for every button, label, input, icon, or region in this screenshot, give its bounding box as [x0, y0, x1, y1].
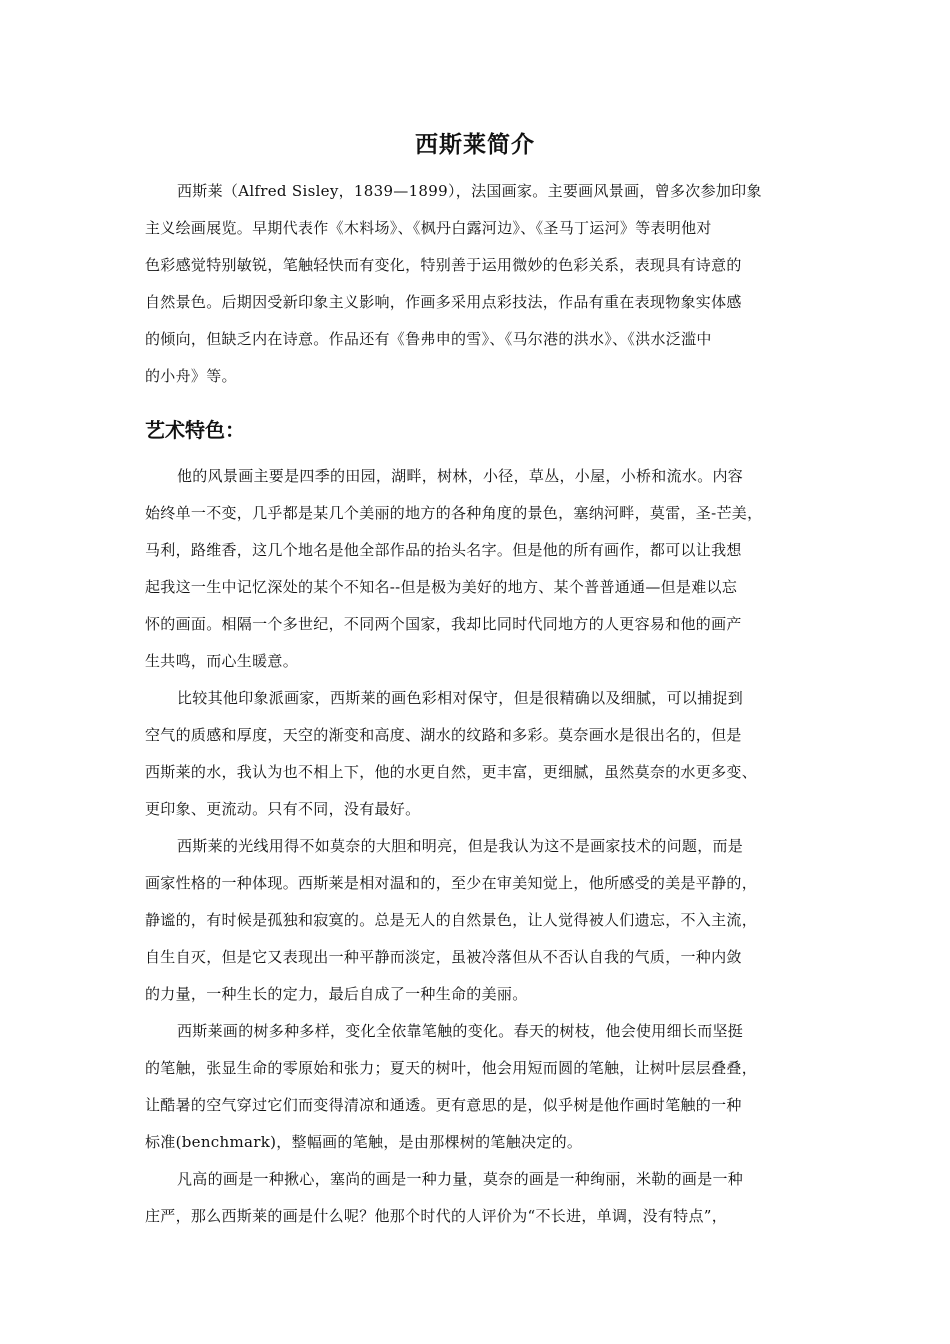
paragraph-line: 起我这一生中记忆深处的某个不知名--但是极为美好的地方、某个普普通通—但是难以忘 — [145, 578, 738, 596]
paragraph-line: 他的风景画主要是四季的田园，湖畔，树林，小径，草丛，小屋，小桥和流水。内容 — [177, 467, 744, 485]
paragraph-line: 怀的画面。相隔一个多世纪，不同两个国家，我却比同时代同地方的人更容易和他的画产 — [145, 615, 742, 633]
paragraph-line: 画家性格的一种体现。西斯莱是相对温和的，至少在审美知觉上，他所感受的美是平静的， — [145, 874, 758, 892]
paragraph-line: 西斯莱的水，我认为也不相上下，他的水更自然，更丰富，更细腻，虽然莫奈的水更多变、 — [145, 763, 758, 781]
paragraph-line: 让酷暑的空气穿过它们而变得清凉和通透。更有意思的是，似乎树是他作画时笔触的一种 — [145, 1096, 742, 1114]
paragraph-line: 空气的质感和厚度，天空的渐变和高度、湖水的纹路和多彩。莫奈画水是很出名的，但是 — [145, 726, 742, 744]
paragraph-line: 比较其他印象派画家，西斯莱的画色彩相对保守，但是很精确以及细腻，可以捕捉到 — [177, 689, 744, 707]
paragraph-line: 马利，路维香，这几个地名是他全部作品的抬头名字。但是他的所有画作，都可以让我想 — [145, 541, 742, 559]
intro-line: 色彩感觉特别敏锐，笔触轻快而有变化，特别善于运用微妙的色彩关系，表现具有诗意的 — [145, 256, 742, 274]
paragraph-line: 西斯莱的光线用得不如莫奈的大胆和明亮，但是我认为这不是画家技术的问题，而是 — [177, 837, 744, 855]
intro-line: 的倾向，但缺乏内在诗意。作品还有《鲁弗申的雪》、《马尔港的洪水》、《洪水泛滥中 — [145, 330, 712, 348]
paragraph-line: 凡高的画是一种揪心，塞尚的画是一种力量，莫奈的画是一种绚丽，米勒的画是一种 — [177, 1170, 744, 1188]
intro-line: 西斯莱（Alfred Sisley，1839—1899），法国画家。主要画风景画，曾多次参加印象 — [177, 182, 762, 200]
page-title: 西斯莱简介 — [415, 132, 535, 158]
paragraph-line: 始终单一不变，几乎都是某几个美丽的地方的各种角度的景色，塞纳河畔，莫雷，圣-芒美， — [145, 504, 763, 522]
intro-line: 自然景色。后期因受新印象主义影响，作画多采用点彩技法，作品有重在表现物象实体感 — [145, 293, 742, 311]
paragraph-line: 的笔触，张显生命的零原始和张力；夏天的树叶，他会用短而圆的笔触，让树叶层层叠叠， — [145, 1059, 758, 1077]
paragraph-line: 西斯莱画的树多种多样，变化全依靠笔触的变化。春天的树枝，他会使用细长而坚挺 — [177, 1022, 744, 1040]
paragraph-line: 标准(benchmark)，整幅画的笔触，是由那棵树的笔触决定的。 — [145, 1133, 583, 1151]
paragraph-line: 生共鸣，而心生暖意。 — [145, 652, 299, 670]
intro-line: 主义绘画展览。早期代表作《木料场》、《枫丹白露河边》、《圣马丁运河》等表明他对 — [145, 219, 712, 237]
paragraph-line: 静谧的，有时候是孤独和寂寞的。总是无人的自然景色，让人觉得被人们遗忘，不入主流， — [145, 911, 758, 929]
paragraph-line: 庄严，那么西斯莱的画是什么呢？他那个时代的人评价为“不长进，单调，没有特点”， — [145, 1207, 728, 1225]
paragraph-line: 更印象、更流动。只有不同，没有最好。 — [145, 800, 421, 818]
paragraph-line: 的力量，一种生长的定力，最后自成了一种生命的美丽。 — [145, 985, 528, 1003]
section-heading: 艺术特色： — [145, 418, 245, 442]
intro-line: 的小舟》等。 — [145, 367, 237, 385]
paragraph-line: 自生自灭，但是它又表现出一种平静而淡定，虽被冷落但从不否认自我的气质，一种内敛 — [145, 948, 742, 966]
